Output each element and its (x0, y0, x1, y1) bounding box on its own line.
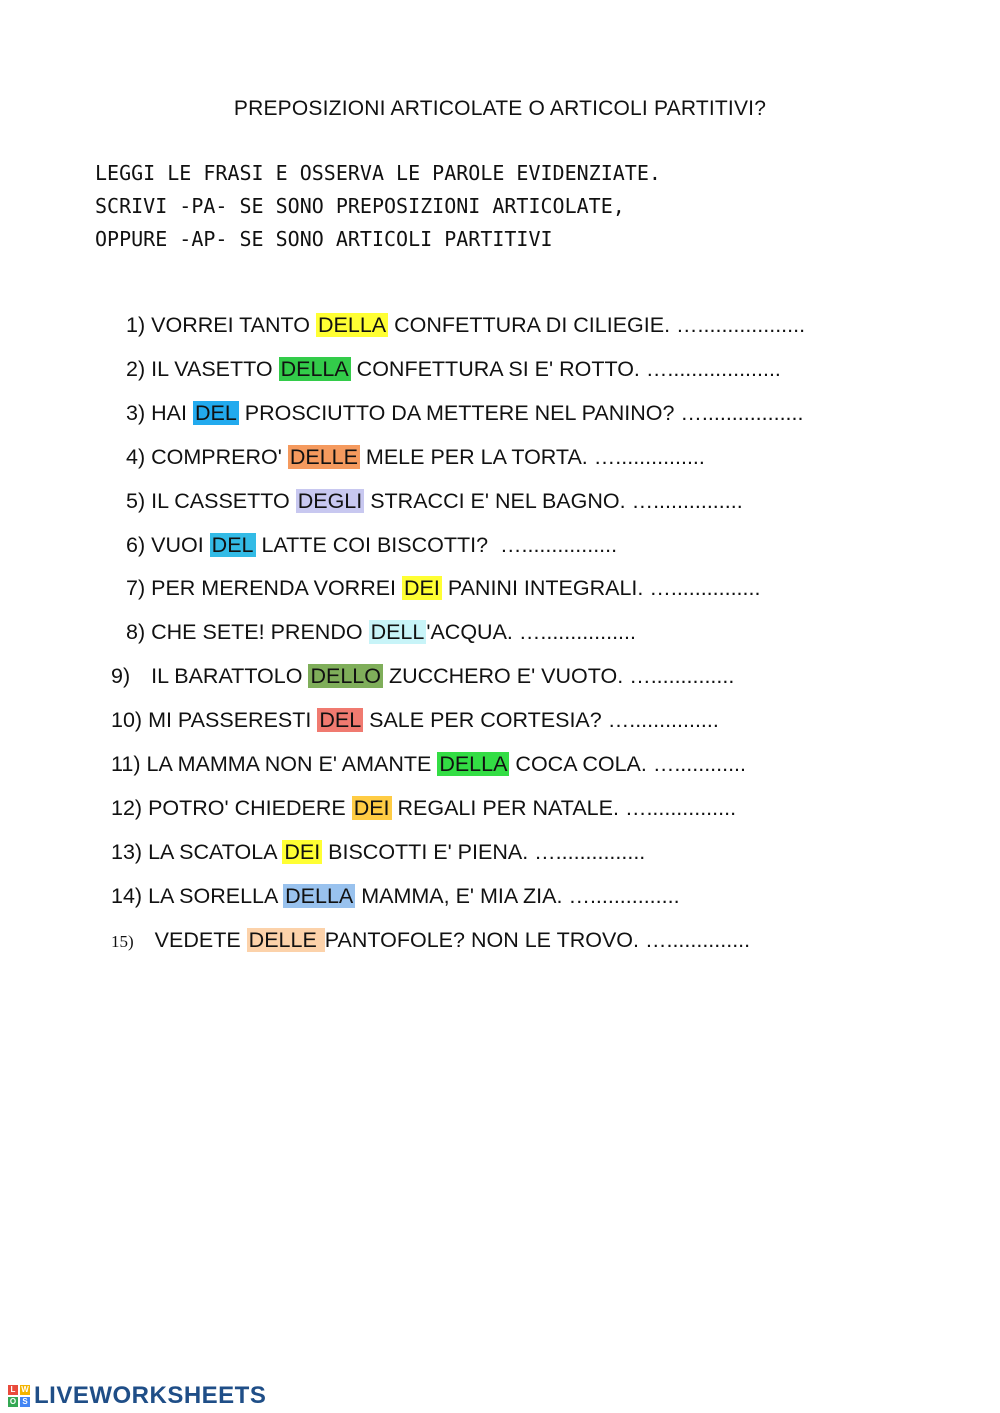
sentence-end: MELE PER LA TORTA. (359, 445, 588, 469)
logo-block: W (21, 1385, 29, 1394)
sentence-end: PANINI INTEGRALI. (441, 576, 644, 600)
sentence-end: MAMMA, E' MIA ZIA. (355, 884, 563, 908)
logo-blocks-icon (8, 1385, 30, 1407)
logo-block: O (9, 1397, 17, 1406)
highlighted-word: DEL (194, 401, 237, 425)
sentence-start: CHE SETE! PRENDO (151, 620, 369, 644)
instructions (95, 157, 661, 256)
item-number: 12) (111, 796, 143, 820)
sentence-start: VEDETE (154, 928, 247, 952)
brand-name: LIVEWORKSHEETS (34, 1382, 267, 1409)
highlighted-word: DEL (319, 708, 362, 732)
highlighted-word: DELLO (310, 664, 381, 688)
sentence-end: ZUCCHERO E' VUOTO. (382, 664, 624, 688)
highlighted-word: DEI (404, 576, 440, 600)
exercise-item (126, 614, 636, 650)
exercise-item (126, 307, 805, 343)
highlighted-word: DEI (284, 840, 321, 864)
item-number: 14) (111, 884, 143, 908)
sentence-end: COCA COLA. (509, 752, 647, 776)
exercise-item (111, 658, 734, 694)
answer-field[interactable]: ….............. (644, 928, 751, 952)
item-number: 6) (126, 533, 146, 557)
item-number: 13) (111, 840, 143, 864)
answer-field[interactable]: …............... (649, 576, 761, 600)
highlighted-word: DELLE (289, 445, 358, 469)
sentence-start: LA MAMMA NON E' AMANTE (146, 752, 438, 776)
item-number: 7) (126, 576, 146, 600)
exercise-item (126, 527, 617, 563)
answer-field[interactable]: …................... (645, 357, 781, 381)
liveworksheets-logo (8, 1383, 266, 1409)
exercise-item (111, 834, 645, 870)
sentence-end: PANTOFOLE? NON LE TROVO. (324, 928, 639, 952)
sentence-start: HAI (151, 401, 193, 425)
highlighted-word: DEI (353, 796, 390, 820)
sentence-start: POTRO' CHIEDERE (148, 796, 352, 820)
sentence-start: VORREI TANTO (151, 313, 316, 337)
sentence-start: IL VASETTO (151, 357, 279, 381)
highlighted-word: DELLA (439, 752, 508, 776)
instruction-line: LEGGI LE FRASI E OSSERVA LE PAROLE EVIDENZIATE. (95, 161, 661, 185)
highlighted-word: DELLA (280, 357, 349, 381)
exercise-item (126, 351, 781, 387)
sentence-end: PROSCIUTTO DA METTERE NEL PANINO? (238, 401, 675, 425)
answer-field[interactable]: ….............. (629, 664, 735, 688)
instruction-line: SCRIVI -PA- SE SONO PREPOSIZIONI ARTICOLATE, (95, 194, 625, 218)
answer-field[interactable]: …............... (624, 796, 737, 820)
sentence-end: STRACCI E' NEL BAGNO. (364, 489, 626, 513)
logo-block: S (20, 1397, 30, 1407)
answer-field[interactable]: …............... (534, 840, 646, 864)
answer-field[interactable]: …............... (631, 489, 743, 513)
exercise-item (111, 702, 719, 738)
exercise-item (111, 878, 680, 914)
item-number: 15) (111, 932, 134, 951)
sentence-end: 'ACQUA. (426, 620, 513, 644)
sentence-end: LATTE COI BISCOTTI? (255, 533, 495, 557)
sentence-start: LA SORELLA (148, 884, 284, 908)
answer-field[interactable]: …............... (607, 708, 719, 732)
exercise-item (126, 570, 760, 606)
highlighted-word: DELLA (285, 884, 354, 908)
answer-field[interactable]: …................ (518, 620, 636, 644)
item-number: 5) (126, 489, 146, 513)
item-number: 2) (126, 357, 146, 381)
sentence-start: IL CASSETTO (151, 489, 296, 513)
sentence-start: IL BARATTOLO (151, 664, 309, 688)
instruction-line: OPPURE -AP- SE SONO ARTICOLI PARTITIVI (95, 227, 553, 251)
sentence-start: LA SCATOLA (148, 840, 283, 864)
sentence-start: COMPRERO' (151, 445, 288, 469)
exercise-item (126, 439, 705, 475)
answer-field[interactable]: …................ (500, 533, 618, 557)
logo-block: L (8, 1385, 18, 1395)
sentence-end: BISCOTTI E' PIENA. (322, 840, 529, 864)
answer-field[interactable]: ….................. (676, 313, 806, 337)
highlighted-word: DEGLI (297, 489, 363, 513)
highlighted-word: DEL (211, 533, 254, 557)
item-number: 10) (111, 708, 143, 732)
highlighted-word: DELLA (318, 313, 387, 337)
exercise-item (111, 746, 746, 782)
sentence-start: MI PASSERESTI (148, 708, 318, 732)
exercise-item (111, 790, 736, 826)
answer-field[interactable]: …................. (680, 401, 804, 425)
sentence-end: CONFETTURA DI CILIEGIE. (388, 313, 671, 337)
answer-field[interactable]: …............... (593, 445, 705, 469)
item-number: 9) (111, 664, 131, 688)
item-number: 1) (126, 313, 146, 337)
highlighted-word: DELL (370, 620, 425, 644)
item-number: 8) (126, 620, 146, 644)
answer-field[interactable]: …............ (652, 752, 747, 776)
exercise-item (126, 483, 743, 519)
sentence-end: SALE PER CORTESIA? (363, 708, 602, 732)
exercise-item (111, 922, 750, 958)
sentence-end: CONFETTURA SI E' ROTTO. (350, 357, 640, 381)
item-number: 3) (126, 401, 146, 425)
page-title: PREPOSIZIONI ARTICOLATE O ARTICOLI PARTITIVI? (233, 97, 767, 120)
answer-field[interactable]: …............... (568, 884, 680, 908)
sentence-start: PER MERENDA VORREI (151, 576, 403, 600)
exercise-item (126, 395, 803, 431)
item-number: 11) (111, 752, 141, 776)
highlighted-word: DELLE (248, 928, 323, 952)
item-number: 4) (126, 445, 146, 469)
sentence-start: VUOI (151, 533, 210, 557)
sentence-end: REGALI PER NATALE. (391, 796, 619, 820)
